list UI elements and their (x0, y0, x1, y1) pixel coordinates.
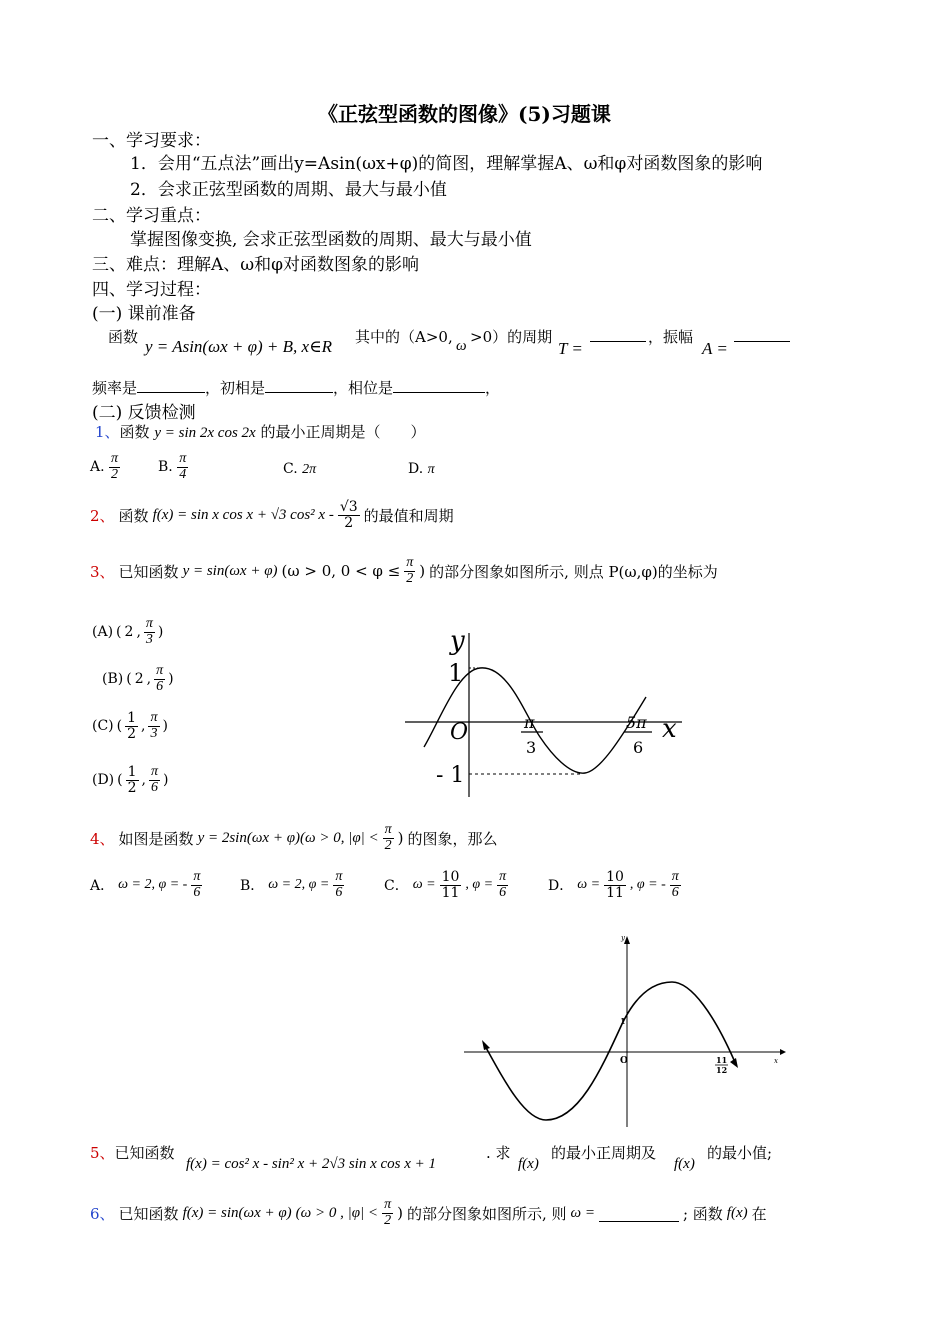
line2-end: ， (485, 379, 501, 397)
q4-option-a-expr: ω = 2, φ = - (118, 877, 188, 893)
q3-option-c-label: (C) (92, 718, 114, 735)
q4-option-c-num: π (499, 869, 507, 884)
q3-option-c-num: π (150, 710, 158, 725)
q3-cond-end: ) (419, 562, 426, 581)
section3-heading: 三、难点：理解A、ω和φ对函数图象的影响 (92, 255, 420, 275)
q4-graph (460, 932, 790, 1130)
init-phase-blank[interactable] (265, 376, 333, 393)
q4-option-b-label: B． (240, 878, 265, 895)
prep-formula: y = Asin(ωx + φ) + B, x∈R (145, 337, 333, 356)
q4-option-d-omega-den: 11 (606, 884, 624, 901)
q1-text-a: 函数 (119, 423, 150, 441)
section4-heading: 四、学习过程： (92, 280, 211, 300)
q1-option-c-label: C. (283, 461, 298, 477)
q4-option-d-omega-num: 10 (606, 869, 624, 885)
q6-omega-eq: ω = (570, 1204, 595, 1221)
q4-left-arrowhead (482, 1040, 490, 1050)
section1-heading: 一、学习要求： (92, 131, 211, 151)
q4-formula-end: ) (397, 829, 404, 848)
q4-option-b-expr: ω = 2, φ = (268, 877, 330, 893)
q1-option-a-num: π (111, 451, 119, 466)
q4-formula: y = 2sin(ωx + φ)(ω > 0, |φ| < (197, 829, 379, 846)
q4-tick-num: 11 (716, 1055, 728, 1065)
q3-formula: y = sin(ωx + φ) (182, 562, 278, 579)
q5-fx-1: f(x) (518, 1156, 539, 1172)
q3-option-d[interactable]: (D) ( $\frac{1}{2}$ , $\frac{\pi}{6}$ ) (92, 764, 169, 796)
q4-tick-den: 12 (716, 1065, 728, 1075)
q3-option-d-omega-den: 2 (127, 779, 137, 796)
q3-option-b-num: π (156, 663, 164, 678)
q3-option-b-den: 6 (156, 678, 164, 694)
period-blank[interactable] (590, 326, 646, 342)
q3-option-a-omega: 2 (124, 624, 134, 641)
q3-option-c-omega-den: 2 (127, 725, 137, 742)
q2-text-b: 的最值和周期 (363, 506, 454, 525)
q4-x-arrow (780, 1049, 786, 1055)
q6-fx: f(x) (726, 1204, 748, 1221)
q4-number: 4、 (90, 829, 115, 848)
q1-option-d[interactable] (408, 461, 435, 478)
q3-origin-label: O (450, 720, 469, 745)
period-label: T = (558, 339, 583, 358)
q1-option-b-num: π (179, 451, 187, 466)
freq-blank[interactable] (137, 376, 205, 393)
q4-option-c[interactable]: C． ω = $\frac{10}{11}$ , φ = $\frac{\pi}{6}$ (384, 869, 507, 901)
q1-option-a-den: 2 (111, 466, 119, 482)
q3-text-b: 的部分图象如图所示, 则点 P(ω,φ)的坐标为 (429, 562, 718, 581)
q5-text-b: . 求 (486, 1144, 511, 1162)
q3-text-a: 已知函数 (118, 562, 179, 581)
prep-tail: >0）的周期 (470, 328, 553, 346)
q3-tick1-den: 3 (526, 738, 537, 757)
q3-option-b-label: (B) (102, 671, 124, 688)
q4-option-b-den: 6 (335, 884, 343, 900)
q4-x-label: x (774, 1057, 778, 1065)
q6-text-a: 已知函数 (118, 1204, 179, 1223)
section2-body: 掌握图像变换, 会求正弦型函数的周期、最大与最小值 (130, 230, 532, 250)
q4-option-a[interactable] (90, 870, 202, 900)
q6-text-d: 在 (751, 1204, 767, 1223)
q3-y-label: y (450, 626, 465, 656)
q6-text-b: 的部分图象如图所示, 则 (406, 1204, 567, 1223)
phase-label: ，相位是 (333, 379, 394, 397)
q4-option-b[interactable] (240, 870, 344, 900)
q4-option-d[interactable]: D． ω = $\frac{10}{11}$ , φ = - $\frac{\pi}{6}$ (548, 869, 679, 901)
q3-number: 3、 (90, 562, 115, 581)
q4-right-arrowhead (730, 1058, 738, 1068)
q4-option-a-den: 6 (193, 884, 201, 900)
q3-neg-one-label: - 1 (436, 763, 465, 788)
subsection-feedback: (二) 反馈检测 (92, 403, 196, 423)
q3-option-c[interactable]: (C) ( $\frac{1}{2}$ , $\frac{\pi}{3}$ ) (92, 710, 168, 742)
q2-number: 2、 (90, 506, 115, 525)
q5-text-a: 已知函数 (114, 1144, 175, 1162)
q1-option-c[interactable] (283, 461, 316, 478)
q1-option-c-value: 2π (302, 462, 317, 477)
q4-option-c-label: C． (384, 878, 409, 895)
q4-sine-curve (484, 982, 734, 1120)
init-label: ，初相是 (205, 379, 266, 397)
q3-cond-num: π (406, 555, 414, 570)
q4-option-b-num: π (335, 869, 343, 884)
q1-option-d-value: π (427, 462, 435, 477)
q4-option-d-expr: , φ = - (629, 877, 666, 893)
amp-sep: ，振幅 (648, 328, 694, 346)
subsection-prep: (一) 课前准备 (92, 304, 196, 324)
amp-label: A = (702, 339, 728, 358)
q3-option-a[interactable]: (A) ( 2 , $\frac{\pi}{3}$ ) (92, 616, 164, 647)
q6-number: 6、 (90, 1204, 115, 1223)
q3-tick2-num: 5π (626, 713, 647, 732)
q6-frac-num: π (384, 1197, 392, 1212)
q4-option-c-den: 6 (499, 884, 507, 900)
q3-option-a-num: π (145, 616, 153, 631)
phase-blank[interactable] (393, 376, 485, 393)
page-title: 《正弦型函数的图像》(5)习题课 (318, 102, 611, 126)
q4-frac-den: 2 (384, 837, 392, 853)
prep-mid: 其中的（A>0, (355, 328, 453, 346)
q4-option-a-num: π (193, 869, 201, 884)
q2-frac-den: 2 (344, 514, 354, 531)
q3-option-a-den: 3 (145, 631, 153, 647)
q3-option-b-omega: 2 (134, 671, 144, 688)
q4-option-d-den: 6 (671, 884, 679, 900)
q6-omega-blank[interactable] (599, 1205, 679, 1222)
q5-fx-2: f(x) (674, 1156, 695, 1172)
section1-item1: 1．会用“五点法”画出y=Asin(ωx+φ)的简图，理解掌握A、ω和φ对函数图象的影响 (130, 154, 763, 174)
prep-omega: ω (456, 338, 467, 354)
q5-line (90, 1142, 175, 1163)
q4-option-d-label: D． (548, 878, 574, 895)
q1-option-a-label: A. (90, 459, 105, 476)
q1-option-b-den: 4 (179, 466, 187, 482)
q3-option-c-omega-num: 1 (127, 710, 137, 726)
q1-option-a[interactable] (90, 452, 120, 482)
q1-option-d-label: D. (408, 461, 424, 477)
q4-option-d-num: π (671, 869, 679, 884)
q4-one-label: 1 (620, 1016, 626, 1026)
q3-graph (400, 625, 700, 805)
q3-option-b[interactable]: (B) ( 2 , $\frac{\pi}{6}$ ) (102, 663, 174, 694)
freq-label: 频率是 (92, 379, 138, 397)
q1-number: 1、 (95, 423, 120, 441)
q6-cond-end: ) (397, 1204, 403, 1223)
q3-option-d-num: π (151, 764, 159, 779)
q5-text-c: 的最小正周期及 (551, 1144, 657, 1162)
q1-formula: y = sin 2x cos 2x (154, 425, 256, 441)
q6-formula: f(x) = sin(ωx + φ) (182, 1204, 292, 1221)
q4-option-c-omega-num: 10 (441, 869, 460, 885)
q4-text-b: 的图象，那么 (407, 829, 498, 848)
q5-text-d: 的最小值; (707, 1144, 773, 1162)
q4-text-a: 如图是函数 (118, 829, 194, 848)
q2-frac-num: √3 (339, 499, 358, 515)
q6-frac-den: 2 (384, 1212, 392, 1228)
q2-text-a: 函数 (118, 506, 149, 525)
q3-option-d-omega-num: 1 (127, 764, 137, 780)
q3-option-d-den: 6 (151, 779, 158, 795)
q3-cond: (ω > 0, 0 < φ ≤ (281, 562, 401, 581)
section1-item2: 2．会求正弦型函数的周期、最大与最小值 (130, 180, 447, 200)
q3-cond-den: 2 (406, 570, 414, 586)
q3-one-label: 1 (448, 659, 464, 687)
amp-blank[interactable] (734, 326, 790, 342)
q1-option-b[interactable] (158, 452, 188, 482)
q3-option-d-label: (D) (92, 772, 115, 789)
q4-y-label: y (621, 934, 625, 942)
q4-frac-num: π (384, 822, 392, 837)
q4-option-a-label: A． (90, 878, 115, 895)
q3-option-c-den: 3 (150, 725, 158, 741)
q4-option-c-omega-den: 11 (441, 884, 460, 901)
q3-tick2-den: 6 (633, 738, 644, 757)
q5-formula: f(x) = cos² x - sin² x + 2√3 sin x cos x + 1 (186, 1156, 437, 1172)
q4-option-c-expr: , φ = (465, 877, 494, 893)
q3-x-label: x (662, 714, 677, 744)
q3-option-a-label: (A) (92, 624, 114, 641)
q6-cond: (ω > 0 , |φ| < (295, 1204, 379, 1221)
q1-option-b-label: B. (158, 459, 173, 476)
q3-tick1-num: π (524, 713, 535, 732)
q5-number: 5、 (90, 1144, 115, 1162)
q6-text-c: ; 函数 (682, 1204, 723, 1223)
q1-text-b: 的最小正周期是（ ） (260, 423, 426, 441)
section2-heading: 二、学习重点： (92, 206, 211, 226)
prep-prefix: 函数 (108, 328, 139, 346)
q4-origin-label: O (620, 1056, 628, 1066)
q2-formula: f(x) = sin x cos x + √3 cos² x - (152, 506, 334, 523)
